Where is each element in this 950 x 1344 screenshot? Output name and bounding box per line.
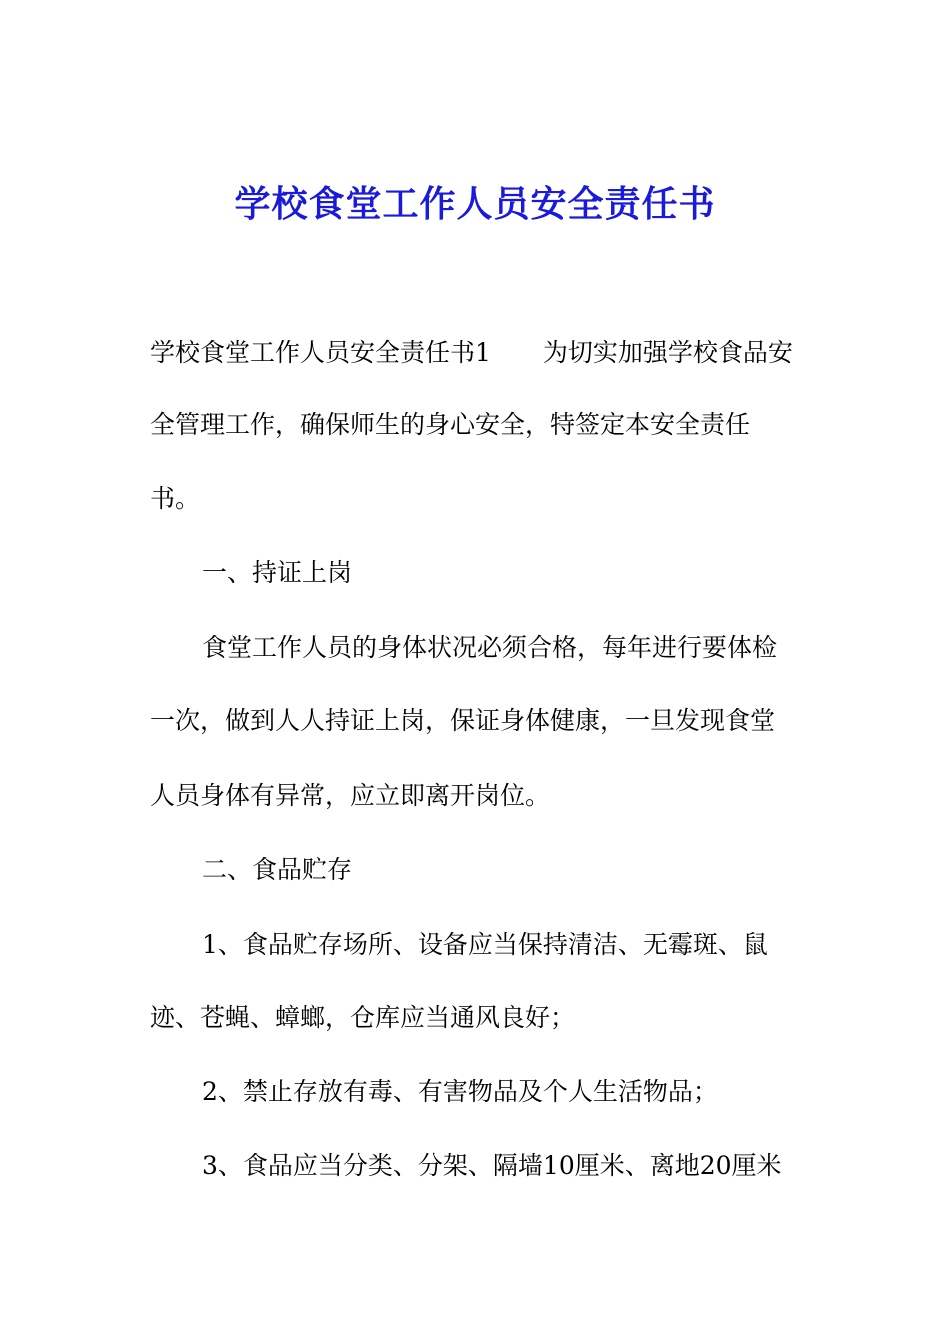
intro-text: 为切实加强学校食品安 [542,338,793,367]
document-title: 学校食堂工作人员安全责任书 [234,183,716,225]
section-heading-1: 一、持证上岗 [202,558,353,587]
paragraph-line-3: 书。 [150,484,201,513]
paragraph-line-2: 全管理工作，确保师生的身心安全，特签定本安全责任 [150,410,751,439]
paragraph-line-10: 3、食品应当分类、分架、隔墙10厘米、离地20厘米 [202,1151,782,1180]
paragraph-line-5: 一次，做到人人持证上岗，保证身体健康，一旦发现食堂 [150,706,776,735]
section-heading-2: 二、食品贮存 [202,855,353,884]
paragraph-line-1 [150,335,793,371]
paragraph-line-8: 迹、苍蝇、蟑螂，仓库应当通风良好； [150,1003,576,1032]
paragraph-line-9: 2、禁止存放有毒、有害物品及个人生活物品； [202,1077,718,1106]
intro-heading: 学校食堂工作人员安全责任书1 [150,338,491,367]
paragraph-line-6: 人员身体有异常，应立即离开岗位。 [150,781,551,810]
paragraph-line-7: 1、食品贮存场所、设备应当保持清洁、无霉斑、鼠 [202,930,768,959]
paragraph-line-4: 食堂工作人员的身体状况必须合格，每年进行要体检 [202,633,778,662]
